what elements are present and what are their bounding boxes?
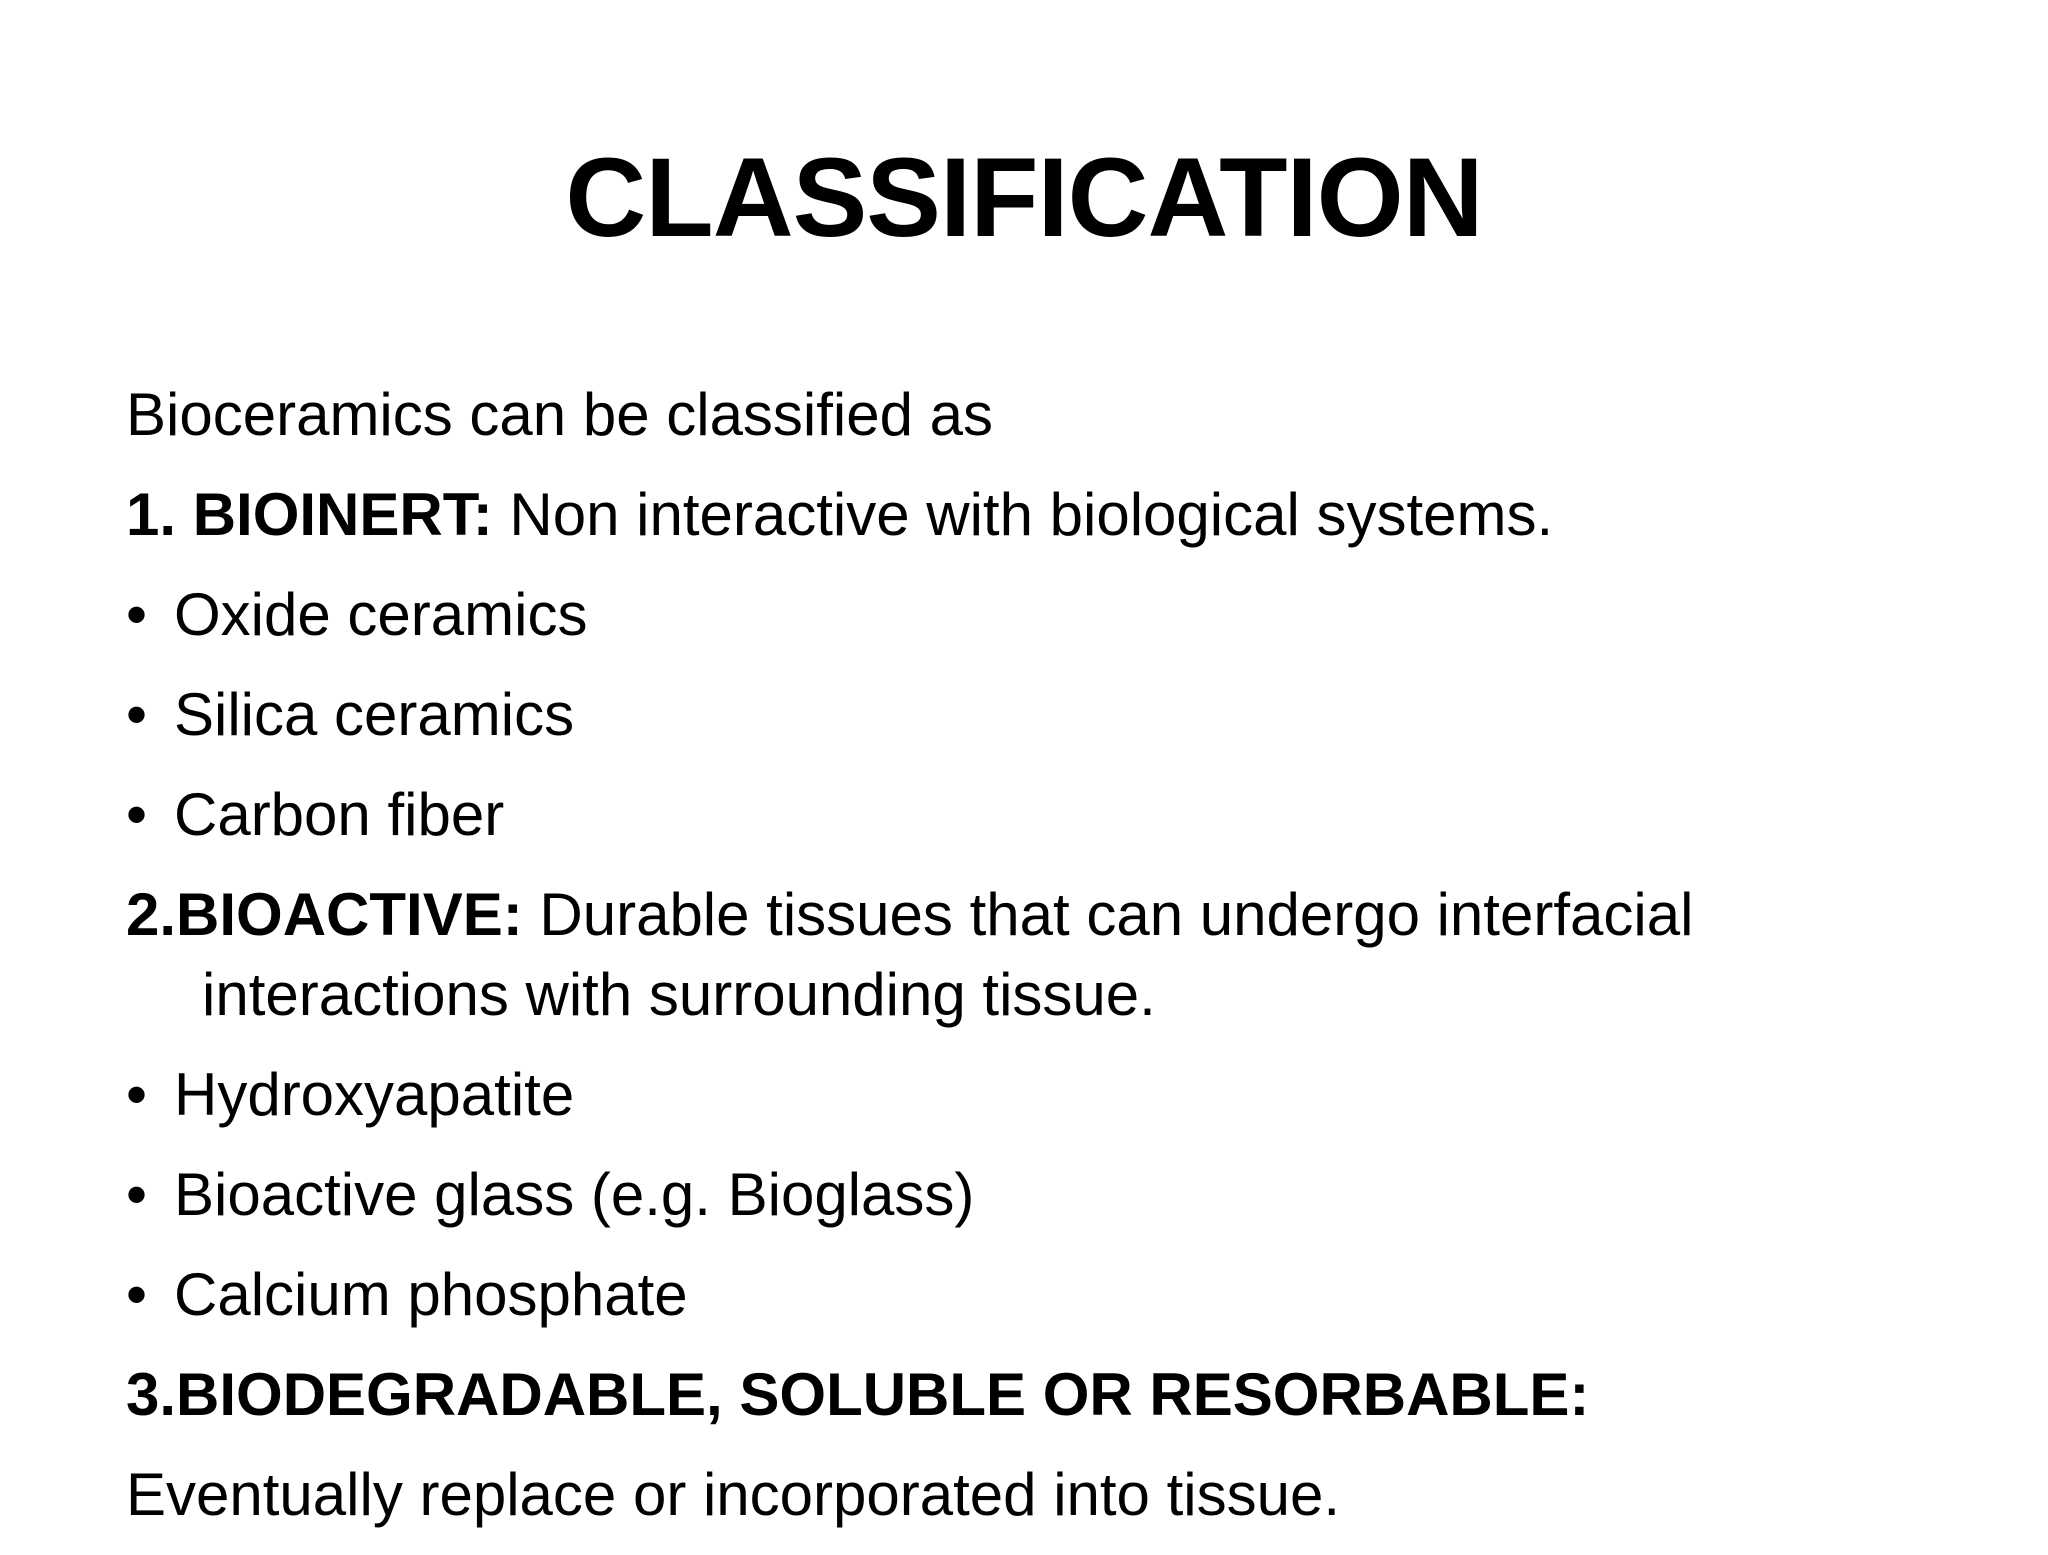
list-item — [126, 575, 1946, 655]
list-item-label: Calcium phosphate — [174, 1261, 688, 1328]
section-biodegradable-label: 3.BIODEGRADABLE, SOLUBLE OR RESORBABLE: — [126, 1361, 1590, 1428]
list-item-label: Silica ceramics — [174, 681, 575, 748]
bullet-icon: • — [126, 1061, 148, 1128]
list-item — [126, 1255, 1946, 1335]
section-bioinert-text: Non interactive with biological systems. — [492, 481, 1554, 548]
section-bioinert-label: 1. BIOINERT: — [126, 481, 493, 548]
list-item — [126, 675, 1946, 755]
bullet-icon: • — [126, 781, 148, 848]
section-bioactive-continuation: interactions with surrounding tissue. — [202, 961, 1156, 1028]
section-bioactive — [126, 875, 1946, 1035]
list-item — [126, 1055, 1946, 1135]
slide-title: CLASSIFICATION — [565, 135, 1483, 260]
list-item-label: Carbon fiber — [174, 781, 505, 848]
section-bioactive-text: Durable tissues that can undergo interfacial — [522, 881, 1694, 948]
section-bioinert — [126, 475, 1946, 555]
section-biodegradable-text: Eventually replace or incorporated into tissue. — [126, 1461, 1341, 1528]
slide-body — [126, 375, 1946, 1555]
bullet-icon: • — [126, 1261, 148, 1328]
bullet-icon: • — [126, 1161, 148, 1228]
list-item — [126, 775, 1946, 855]
list-item-label: Oxide ceramics — [174, 581, 588, 648]
list-item-label: Hydroxyapatite — [174, 1061, 575, 1128]
section-bioactive-label: 2.BIOACTIVE: — [126, 881, 523, 948]
list-item — [126, 1155, 1946, 1235]
bullet-icon: • — [126, 581, 148, 648]
list-item-label: Bioactive glass (e.g. Bioglass) — [174, 1161, 975, 1228]
intro-text: Bioceramics can be classified as — [126, 381, 994, 448]
bullet-icon: • — [126, 681, 148, 748]
